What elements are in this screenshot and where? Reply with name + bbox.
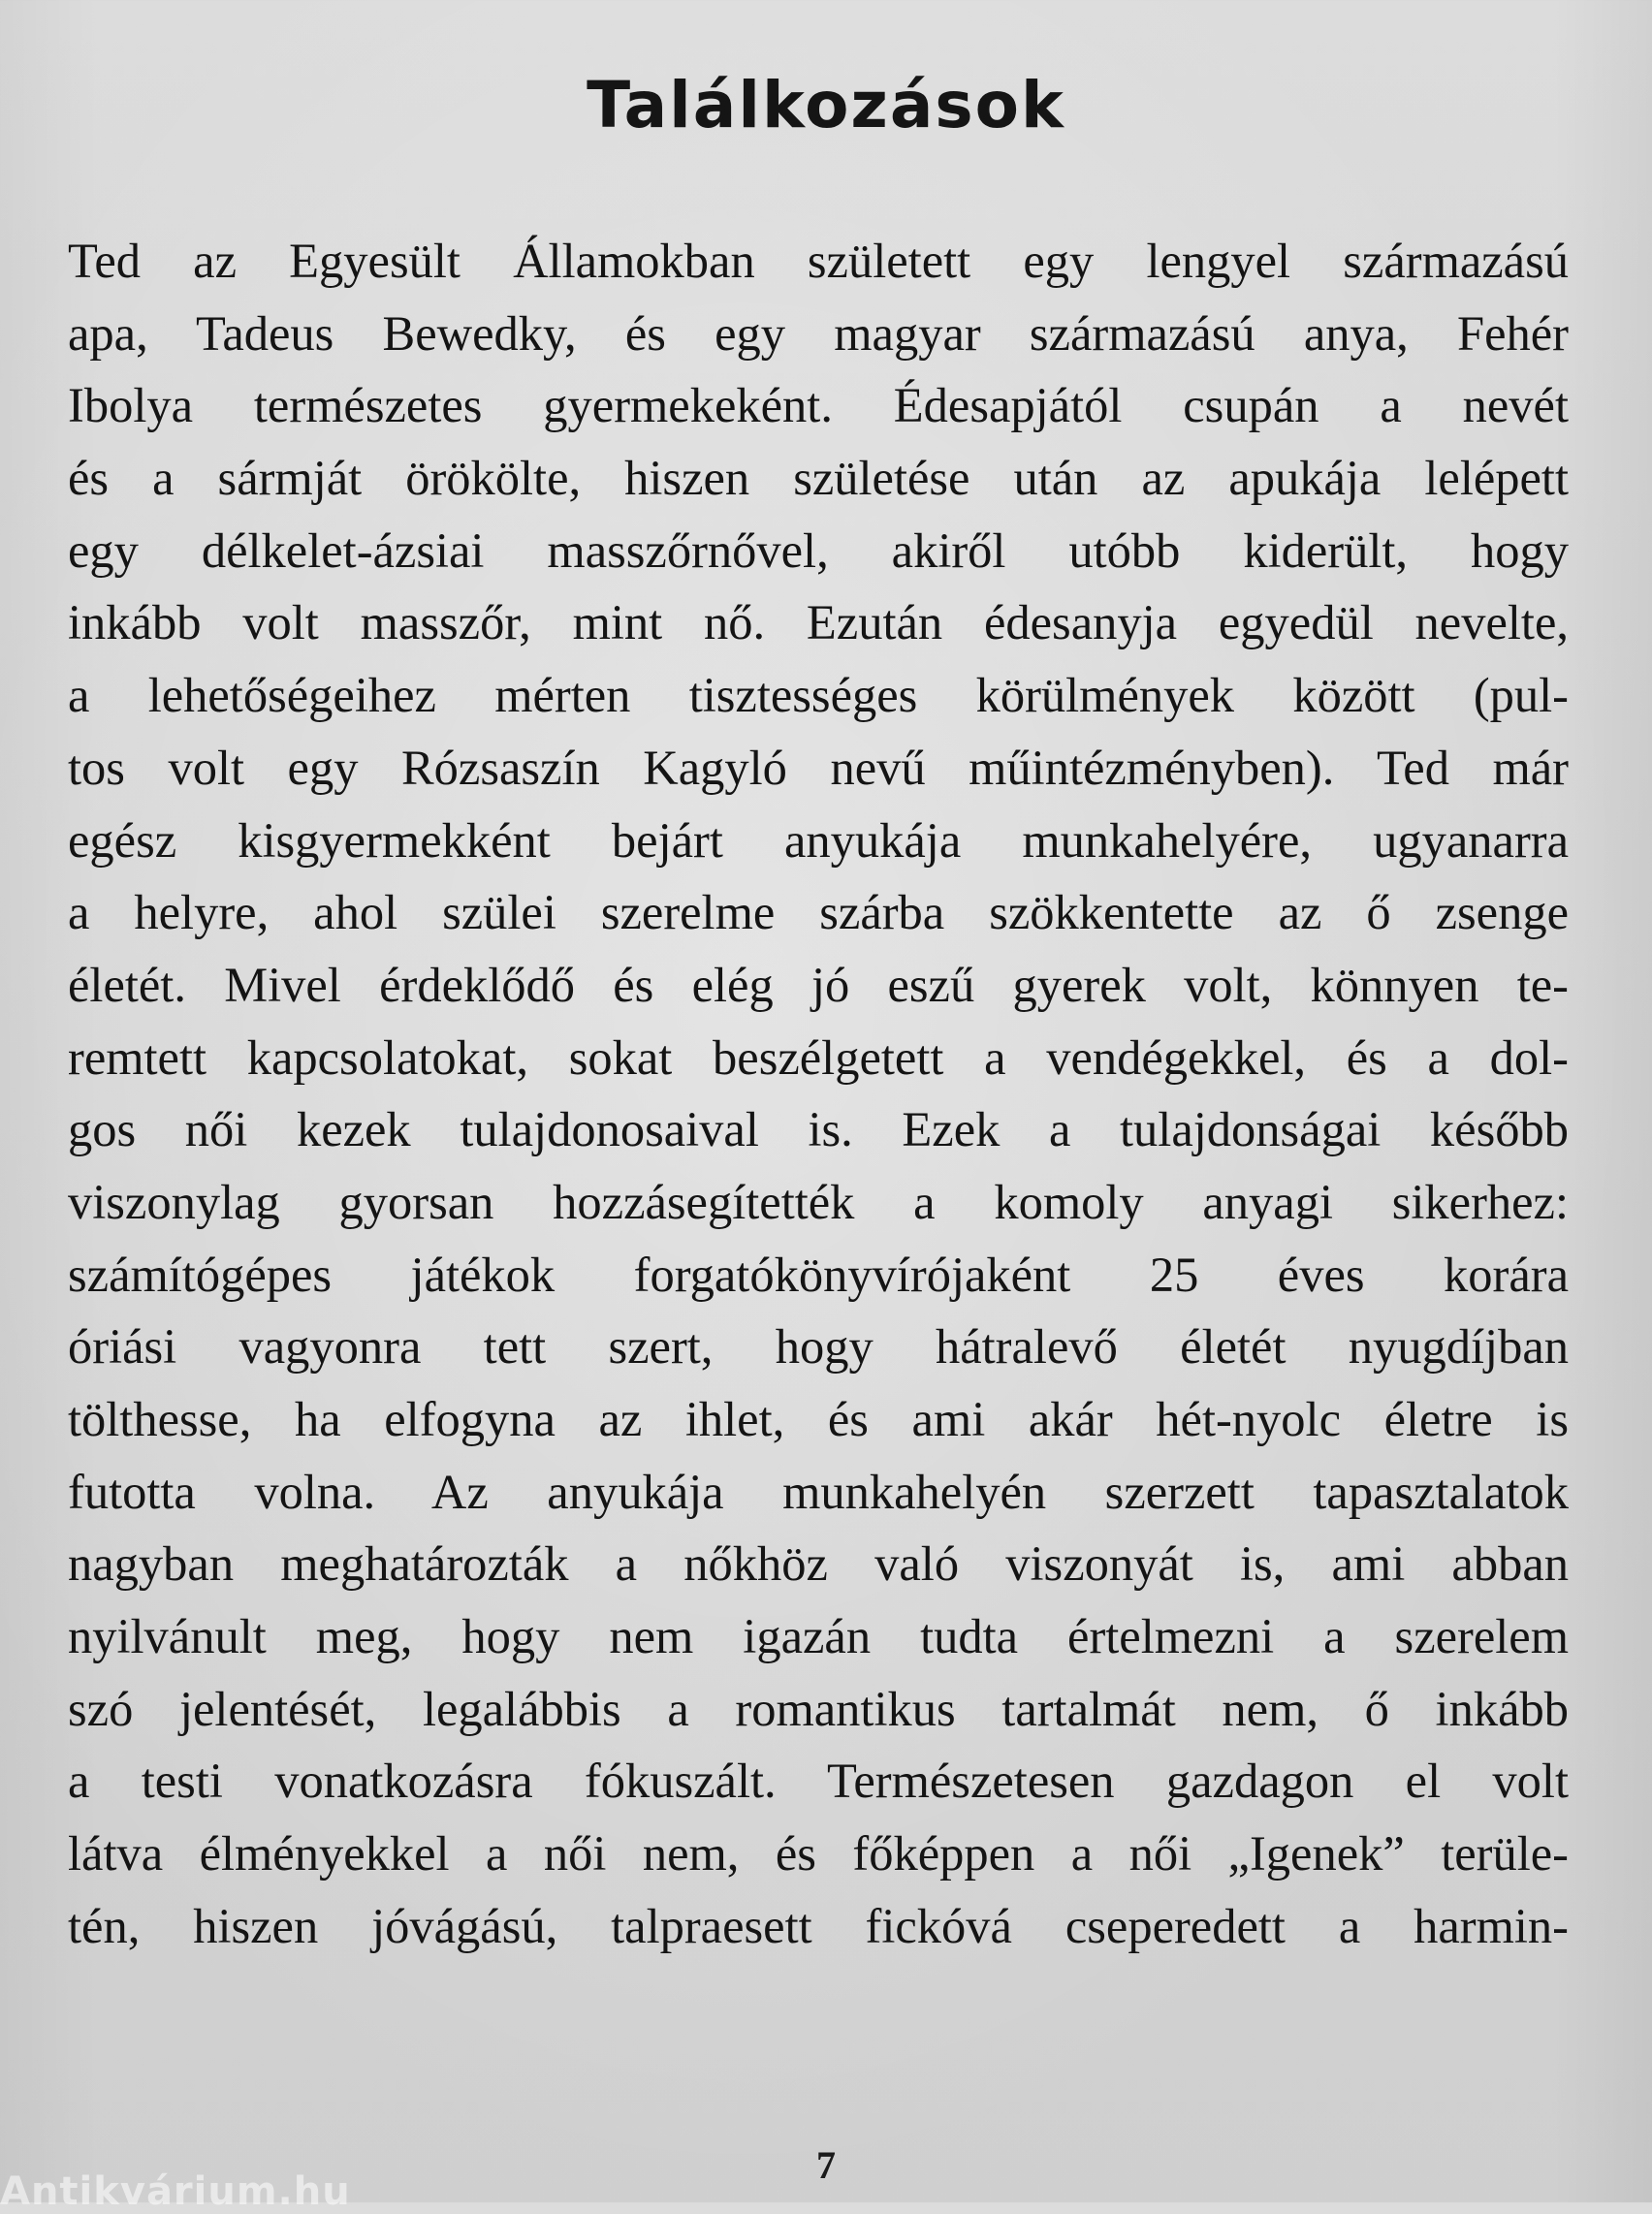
text-line: és a sármját örökölte, hiszen születése után az apukája lelépett bbox=[68, 451, 1569, 506]
text-line: szó jelentését, legalábbis a romantikus tartalmát nem, ő inkább bbox=[68, 1681, 1569, 1736]
text-line: viszonylag gyorsan hozzásegítették a komoly anyagi sikerhez: bbox=[68, 1174, 1569, 1229]
text-line: nagyban meghatározták a nőkhöz való viszonyát is, ami abban bbox=[68, 1536, 1569, 1592]
text-line: tén, hiszen jóvágású, talpraesett fickóvá cseperedett a harmin- bbox=[68, 1898, 1569, 1953]
text-line: egy délkelet-ázsiai masszőrnővel, akiről utóbb kiderült, hogy bbox=[68, 522, 1569, 578]
text-line: futotta volna. Az anyukája munkahelyén szerzett tapasztalatok bbox=[68, 1464, 1569, 1519]
text-line: tos volt egy Rózsaszín Kagyló nevű műintézményben). Ted már bbox=[68, 740, 1569, 795]
text-line: Ted az Egyesült Államokban született egy lengyel származású bbox=[68, 234, 1569, 288]
text-line: inkább volt masszőr, mint nő. Ezután édesanyja egyedül nevelte, bbox=[68, 595, 1569, 650]
text-line: tölthesse, ha elfogyna az ihlet, és ami akár hét-nyolc életre is bbox=[68, 1392, 1569, 1446]
text-line: óriási vagyonra tett szert, hogy hátralevő életét nyugdíjban bbox=[68, 1319, 1569, 1375]
watermark: Antikvárium.hu bbox=[0, 2169, 351, 2214]
chapter-title: Találkozások bbox=[587, 68, 1065, 142]
text-line: a testi vonatkozásra fókuszált. Természetesen gazdagon el volt bbox=[68, 1754, 1569, 1809]
page-number: 7 bbox=[816, 2143, 836, 2187]
text-line: látva élményekkel a női nem, és főképpen a női „Igenek” terüle- bbox=[68, 1826, 1569, 1882]
text-line: nyilvánult meg, hogy nem igazán tudta értelmezni a szerelem bbox=[68, 1609, 1569, 1664]
body-paragraph bbox=[68, 225, 1569, 1963]
text-line: gos női kezek tulajdonosaival is. Ezek a tulajdonságai később bbox=[68, 1102, 1569, 1157]
text-line: számítógépes játékok forgatókönyvírójaként 25 éves korára bbox=[68, 1247, 1569, 1302]
text-line: Ibolya természetes gyermekeként. Édesapjától csupán a nevét bbox=[68, 378, 1569, 433]
text-line: a lehetőségeihez mérten tisztességes körülmények között (pul- bbox=[68, 668, 1569, 723]
text-line: a helyre, ahol szülei szerelme szárba szökkentette az ő zsenge bbox=[68, 885, 1569, 940]
text-line: egész kisgyermekként bejárt anyukája munkahelyére, ugyanarra bbox=[68, 812, 1569, 868]
text-line: remtett kapcsolatokat, sokat beszélgetett a vendégekkel, és a dol- bbox=[68, 1029, 1569, 1085]
text-line: életét. Mivel érdeklődő és elég jó eszű gyerek volt, könnyen te- bbox=[68, 957, 1569, 1012]
text-line: apa, Tadeus Bewedky, és egy magyar származású anya, Fehér bbox=[68, 305, 1569, 361]
